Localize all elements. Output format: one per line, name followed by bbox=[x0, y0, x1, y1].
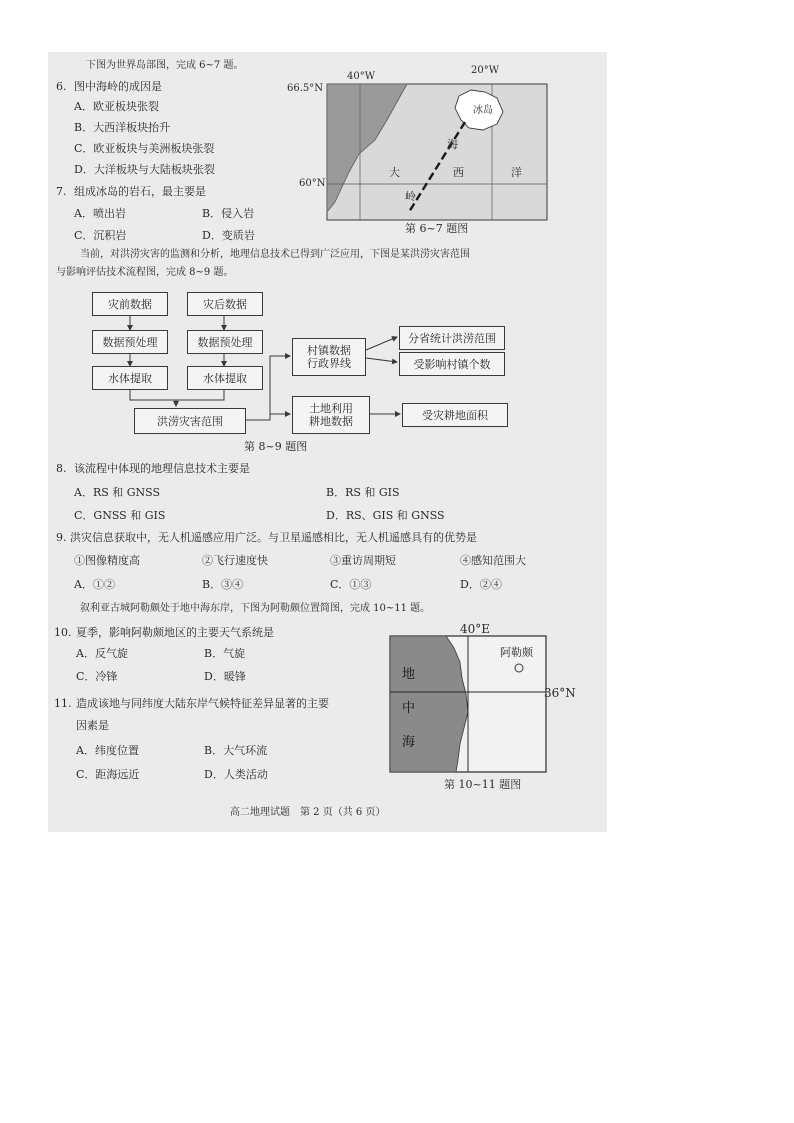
intro-6-7: 下图为世界岛部图，完成 6~7 题。 bbox=[86, 60, 244, 71]
page-footer: 高二地理试题 第 2 页（共 6 页） bbox=[230, 807, 386, 818]
q10-option-a[interactable]: A．反气旋 bbox=[76, 647, 128, 660]
map2-lat: 36°N bbox=[544, 686, 576, 700]
q9-item-2: ②飞行速度快 bbox=[202, 554, 268, 567]
q10-option-d[interactable]: D．暖锋 bbox=[204, 670, 246, 683]
map1-ocean-1: 大 bbox=[389, 166, 400, 179]
q6-option-b[interactable]: B．大西洋板块抬升 bbox=[74, 121, 171, 134]
map1-lat-top: 66.5°N bbox=[287, 83, 324, 94]
map1-lon-left: 40°W bbox=[347, 71, 376, 82]
map1-lon-right: 20°W bbox=[471, 65, 500, 76]
box-land-use-data: 土地利用 耕地数据 bbox=[292, 396, 370, 434]
map2-sea-2: 中 bbox=[402, 701, 416, 716]
q7-number: 7. bbox=[56, 185, 67, 198]
box-preprocess-b: 数据预处理 bbox=[187, 330, 263, 354]
box-water-extract-a: 水体提取 bbox=[92, 366, 168, 390]
map1-ridge-label-1: 海 bbox=[447, 138, 458, 151]
q9-item-3: ③重访周期短 bbox=[330, 554, 396, 567]
intro-10-11: 叙利亚古城阿勒颇处于地中海东岸，下图为阿勒颇位置简图，完成 10~11 题。 bbox=[80, 603, 431, 614]
q10-number: 10. bbox=[54, 626, 72, 639]
q8-number: 8. bbox=[56, 462, 67, 475]
q7-option-d[interactable]: D．变质岩 bbox=[202, 229, 255, 242]
q9-item-4: ④感知范围大 bbox=[460, 554, 526, 567]
flowchart-caption: 第 8~9 题图 bbox=[244, 440, 308, 453]
box-post-disaster-data: 灾后数据 bbox=[187, 292, 263, 316]
q10-stem: 夏季，影响阿勒颇地区的主要天气系统是 bbox=[76, 626, 274, 639]
q6-option-d[interactable]: D．大洋板块与大陆板块张裂 bbox=[74, 163, 215, 176]
map1-ocean-3: 洋 bbox=[511, 166, 522, 179]
map1-lat-bottom: 60°N bbox=[299, 178, 326, 189]
q11-option-c[interactable]: C．距海远近 bbox=[76, 768, 140, 781]
q6-option-c[interactable]: C．欧亚板块与美洲板块张裂 bbox=[74, 142, 215, 155]
map1-ridge-label-2: 岭 bbox=[405, 190, 416, 203]
box-water-extract-b: 水体提取 bbox=[187, 366, 263, 390]
q7-option-c[interactable]: C．沉积岩 bbox=[74, 229, 127, 242]
q11-stem-line2: 因素是 bbox=[76, 719, 109, 732]
map-10-11 bbox=[388, 620, 580, 798]
box-preprocess-a: 数据预处理 bbox=[92, 330, 168, 354]
intro-8-9-line2: 与影响评估技术流程图，完成 8~9 题。 bbox=[56, 267, 234, 278]
q6-number: 6. bbox=[56, 80, 67, 93]
map-10-11-svg bbox=[388, 620, 580, 798]
q8-stem: 该流程中体现的地理信息技术主要是 bbox=[74, 462, 250, 475]
q11-number: 11. bbox=[54, 697, 72, 710]
q9-option-c[interactable]: C．①③ bbox=[330, 578, 372, 591]
intro-8-9-line1: 当前，对洪涝灾害的监测和分析，地理信息技术已得到广泛应用，下图是某洪涝灾害范围 bbox=[80, 249, 470, 260]
q10-option-c[interactable]: C．冷锋 bbox=[76, 670, 118, 683]
q7-stem: 组成冰岛的岩石，最主要是 bbox=[74, 185, 206, 198]
map2-city: 阿勒颇 bbox=[500, 646, 533, 659]
box-village-data: 村镇数据 行政界线 bbox=[292, 338, 366, 376]
box-pre-disaster-data: 灾前数据 bbox=[92, 292, 168, 316]
q9-item-1: ①图像精度高 bbox=[74, 554, 140, 567]
map1-caption: 第 6~7 题图 bbox=[405, 222, 469, 235]
q11-stem-line1: 造成该地与同纬度大陆东岸气候特征差异显著的主要 bbox=[76, 697, 329, 710]
q6-option-a[interactable]: A．欧亚板块张裂 bbox=[74, 100, 159, 113]
box-out-flood-stats: 分省统计洪涝范围 bbox=[399, 326, 505, 350]
q11-option-d[interactable]: D．人类活动 bbox=[204, 768, 268, 781]
map1-island-label: 冰岛 bbox=[473, 105, 493, 116]
map2-lon: 40°E bbox=[460, 622, 491, 636]
map1-ocean-2: 西 bbox=[453, 166, 464, 179]
box-out-villages: 受影响村镇个数 bbox=[399, 352, 505, 376]
q10-option-b[interactable]: B．气旋 bbox=[204, 647, 246, 660]
q8-option-c[interactable]: C．GNSS 和 GIS bbox=[74, 509, 166, 522]
q6-stem: 图中海岭的成因是 bbox=[74, 80, 162, 93]
map2-sea-3: 海 bbox=[402, 735, 416, 750]
box-out-farmland: 受灾耕地面积 bbox=[402, 403, 508, 427]
q11-option-a[interactable]: A．纬度位置 bbox=[76, 744, 139, 757]
q8-option-a[interactable]: A．RS 和 GNSS bbox=[74, 486, 161, 499]
q9-option-b[interactable]: B．③④ bbox=[202, 578, 244, 591]
q9-option-d[interactable]: D．②④ bbox=[460, 578, 502, 591]
map2-caption: 第 10~11 题图 bbox=[444, 778, 522, 791]
q9-option-a[interactable]: A．①② bbox=[74, 578, 115, 591]
q7-option-b[interactable]: B．侵入岩 bbox=[202, 207, 255, 220]
q8-option-b[interactable]: B．RS 和 GIS bbox=[326, 486, 400, 499]
q7-option-a[interactable]: A．喷出岩 bbox=[74, 207, 126, 220]
map2-sea-1: 地 bbox=[402, 667, 416, 682]
q8-option-d[interactable]: D．RS、GIS 和 GNSS bbox=[326, 509, 445, 522]
q9-number: 9. bbox=[56, 531, 67, 544]
q11-option-b[interactable]: B．大气环流 bbox=[204, 744, 268, 757]
q9-stem: 洪灾信息获取中，无人机遥感应用广泛。与卫星遥感相比，无人机遥感具有的优势是 bbox=[70, 531, 477, 544]
box-flood-range: 洪涝灾害范围 bbox=[134, 408, 246, 434]
